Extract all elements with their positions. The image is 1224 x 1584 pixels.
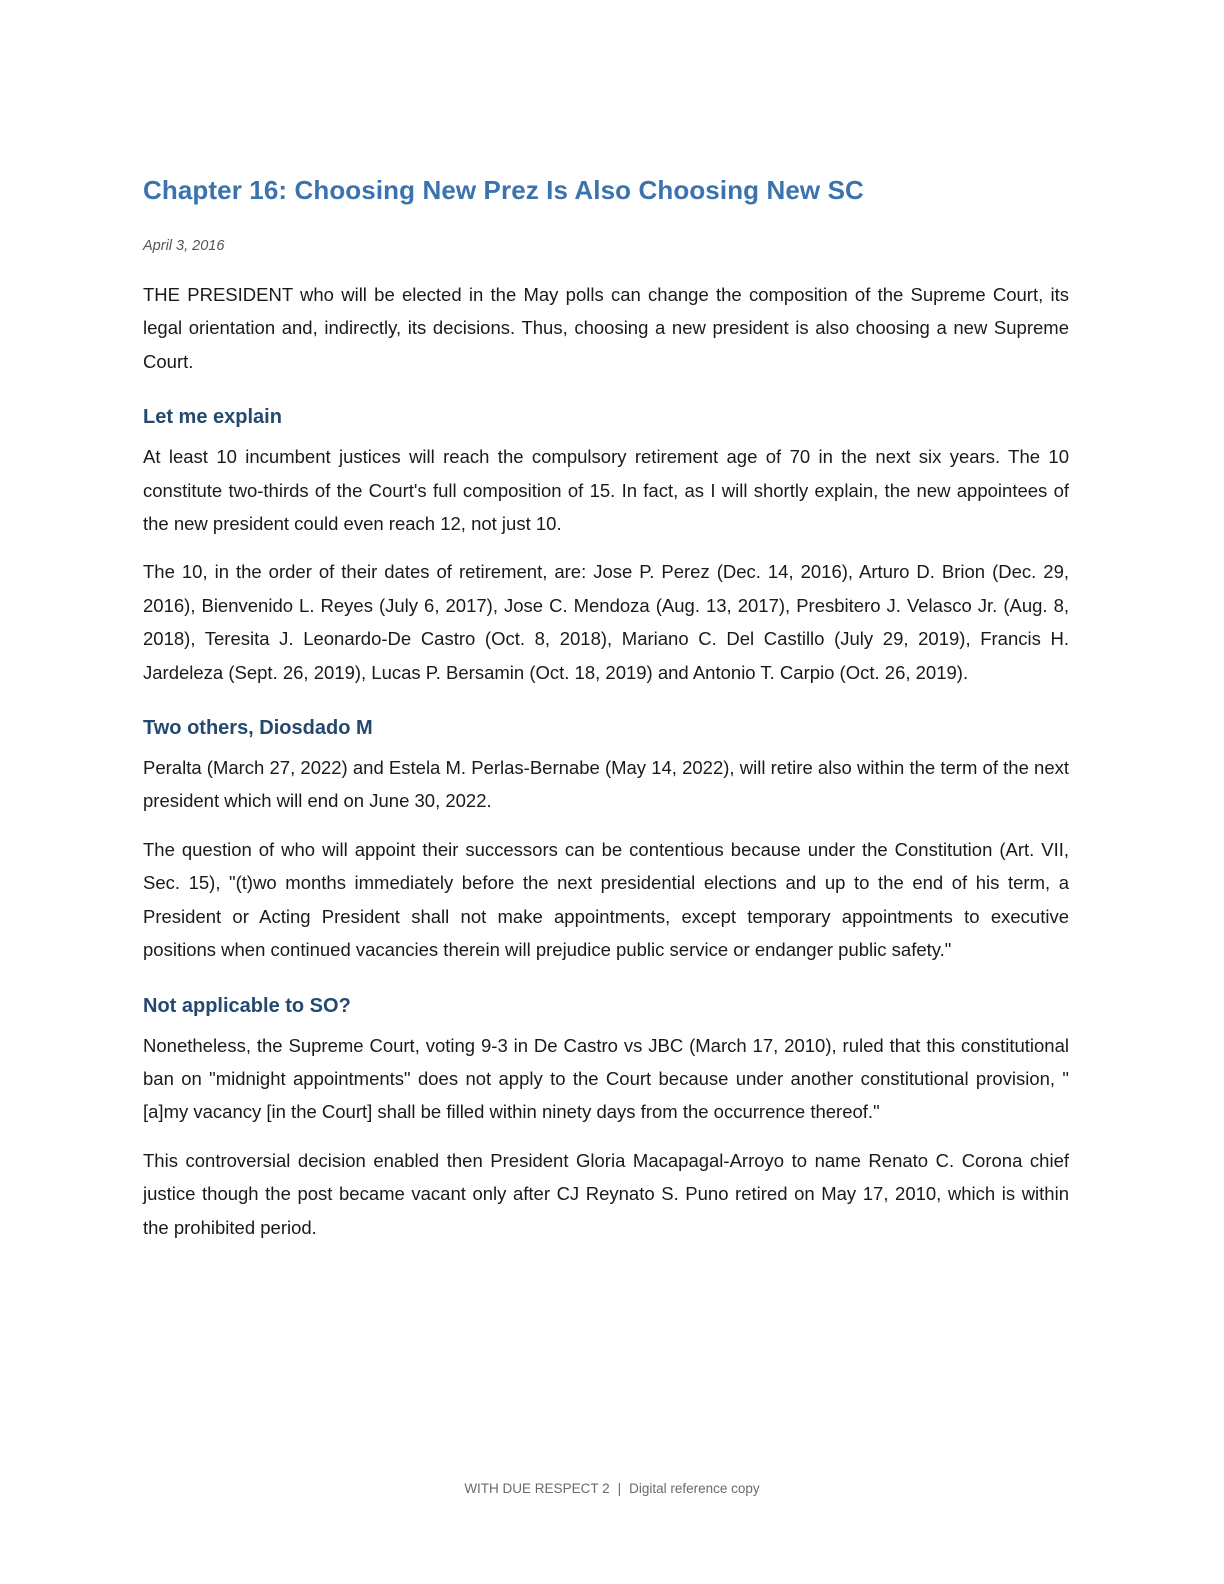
paragraph: At least 10 incumbent justices will reach the compulsory retirement age of 70 in the next six years. The 10 constitute two-thirds of the Court's full composition of 15. In fact, as I will shortly explain, the new appointees of the new president could even reach 12, not just 10. xyxy=(143,446,1069,535)
footer-book-title: WITH DUE RESPECT 2 xyxy=(464,1481,610,1496)
document-body xyxy=(143,170,1069,1259)
publication-date: April 3, 2016 xyxy=(143,238,225,254)
paragraph: The 10, in the order of their dates of retirement, are: Jose P. Perez (Dec. 14, 2016), Arturo D. Brion (Dec. 29, 2016), Bienvenido L. Reyes (July 6, 2017), Jose C. Mendoza (Aug. 13, 2017), Presbitero J. Velasco Jr. (Aug. 8, 2018), Teresita J. Leonardo-De Castro (Oct. 8, 2018), Mariano C. Del Castillo (July 29, 2019), Francis H. Jardeleza (Sept. 26, 2019), Lucas P. Bersamin (Oct. 18, 2019) and Antonio T. Carpio (Oct. 26, 2019). xyxy=(143,561,1069,683)
paragraph: Peralta (March 27, 2022) and Estela M. Perlas-Bernabe (May 14, 2022), will retire also within the term of the next president which will end on June 30, 2022. xyxy=(143,757,1069,812)
section-heading: Let me explain xyxy=(143,406,282,429)
paragraph: This controversial decision enabled then President Gloria Macapagal-Arroyo to name Renato C. Corona chief justice though the post became vacant only after CJ Reynato S. Puno retired on May 17, 2010, which is within the prohibited period. xyxy=(143,1149,1069,1238)
chapter-title: Chapter 16: Choosing New Prez Is Also Choosing New SC xyxy=(143,175,864,205)
section-heading: Not applicable to SO? xyxy=(143,994,351,1017)
page-footer xyxy=(0,1479,1224,1499)
paragraph: Nonetheless, the Supreme Court, voting 9-3 in De Castro vs JBC (March 17, 2010), ruled that this constitutional ban on "midnight appointments" does not apply to the Court because under another constitutional provision, "[a]my vacancy [in the Court] shall be filled within ninety days from the occurrence thereof." xyxy=(143,1034,1069,1123)
footer-note: Digital reference copy xyxy=(629,1481,760,1496)
paragraph: The question of who will appoint their successors can be contentious because under the Constitution (Art. VII, Sec. 15), "(t)wo months immediately before the next presidential elections and up to the end of his term, a President or Acting President shall not make appointments, except temporary appointments to executive positions when continued vacancies therein will prejudice public service or endanger public safety." xyxy=(143,838,1069,961)
section-heading: Two others, Diosdado M xyxy=(143,717,373,740)
paragraph: THE PRESIDENT who will be elected in the May polls can change the composition of the Supreme Court, its legal orientation and, indirectly, its decisions. Thus, choosing a new president is also choosing a new Supreme Court. xyxy=(143,284,1069,372)
footer-separator: | xyxy=(617,1481,622,1496)
